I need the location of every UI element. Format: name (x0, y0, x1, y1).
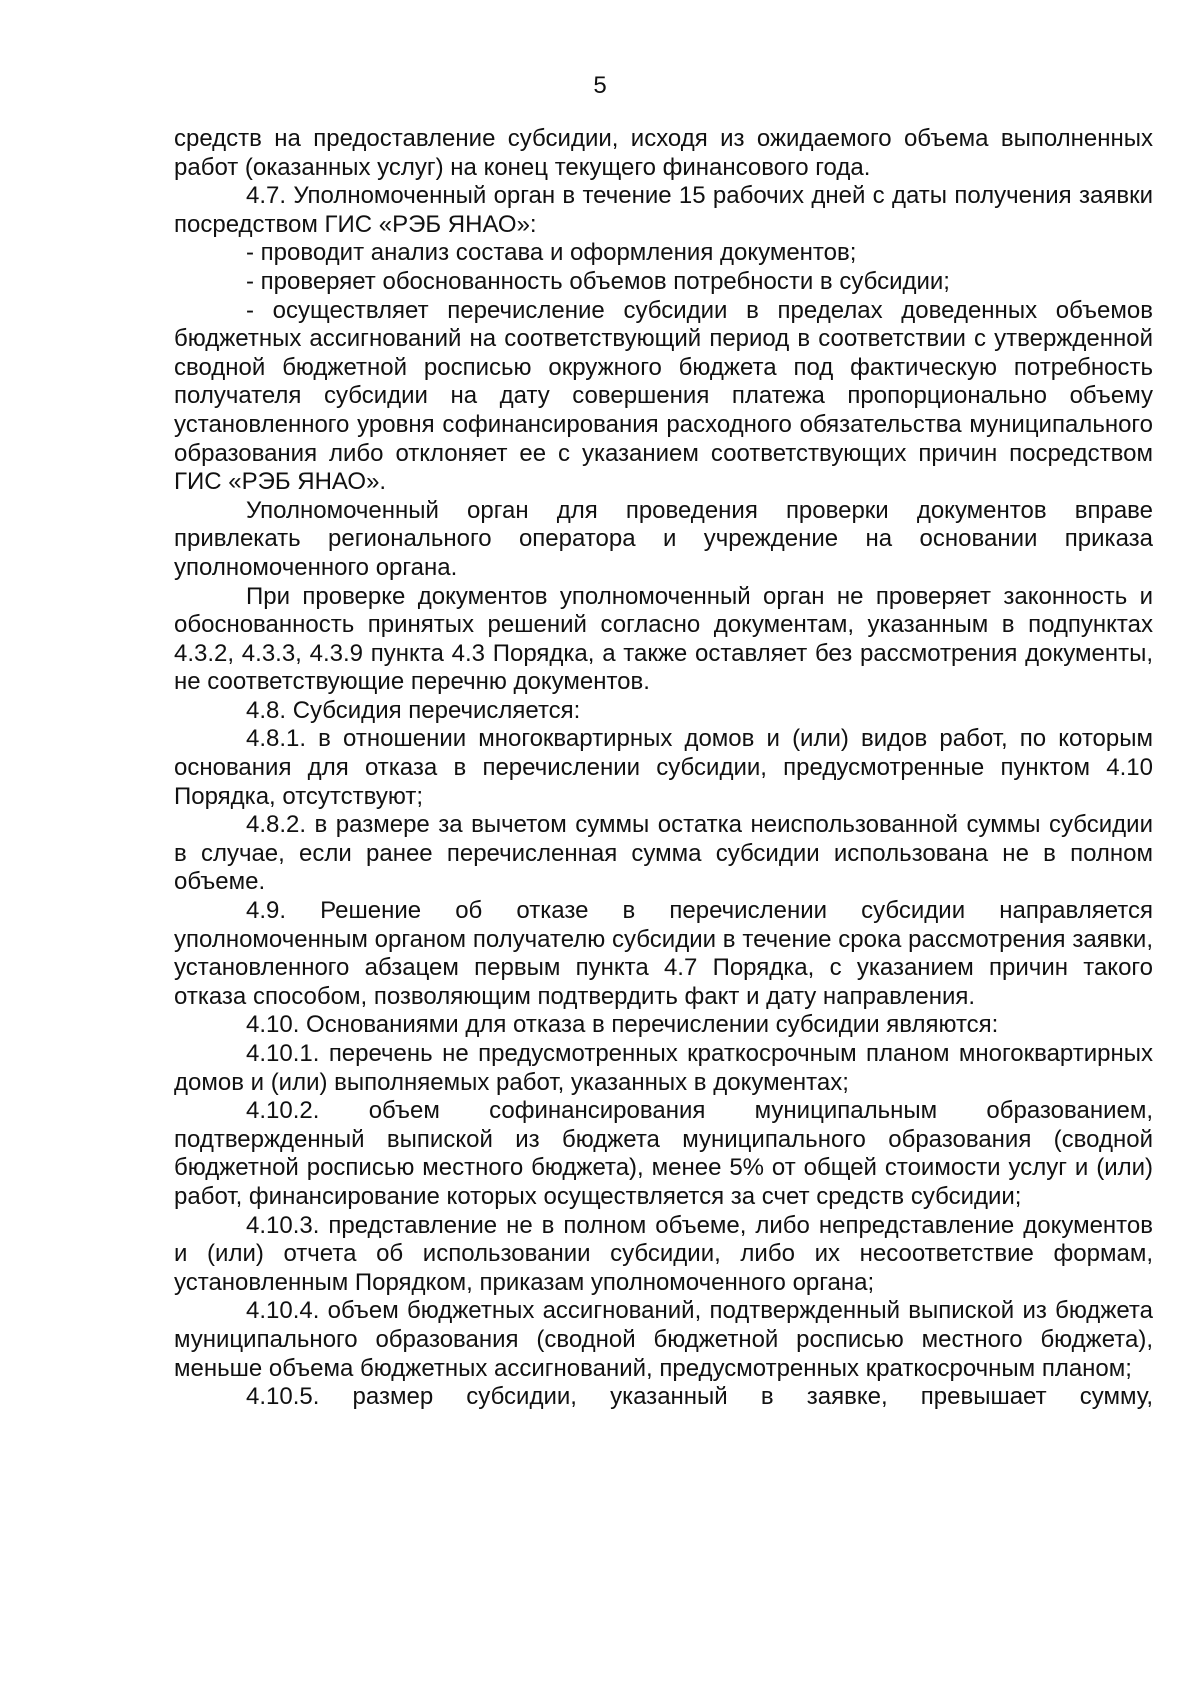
paragraph-4-10-4: 4.10.4. объем бюджетных ассигнований, подтвержденный выпиской из бюджета муниципального образования (сводной бюджетной росписью местного бюджета), меньше объема бюджетных ассигнований, предусмотренных краткосрочным планом; (174, 1297, 1153, 1382)
paragraph-4-7-item-3: - осуществляет перечисление субсидии в пределах доведенных объемов бюджетных ассигнований на соответствующий период в соответствии с утвержденной сводной бюджетной росписью окружного бюджета под фактическую потребность получателя субсидии на дату совершения платежа пропорционально объему установленного уровня софинансирования расходного обязательства муниципального образования либо отклоняет ее с указанием соответствующих причин посредством ГИС «РЭБ ЯНАО». (174, 296, 1153, 496)
paragraph-4-8: 4.8. Субсидия перечисляется: (246, 696, 581, 724)
paragraph-4-10-5: 4.10.5. размер субсидии, указанный в заявке, превышает сумму, (246, 1383, 1153, 1411)
paragraph-4-7-verification: Уполномоченный орган для проведения проверки документов вправе привлекать регионального оператора и учреждение на основании приказа уполномоченного органа. (174, 496, 1153, 581)
paragraph-4-10-1: 4.10.1. перечень не предусмотренных краткосрочным планом многоквартирных домов и (или) выполняемых работ, указанных в документах; (174, 1040, 1153, 1096)
document-body (174, 125, 1153, 1412)
paragraph-4-7-item-2: - проверяет обоснованность объемов потребности в субсидии; (246, 267, 950, 295)
paragraph-4-7: 4.7. Уполномоченный орган в течение 15 рабочих дней с даты получения заявки посредством ГИС «РЭБ ЯНАО»: (174, 182, 1153, 238)
paragraph-1: средств на предоставление субсидии, исходя из ожидаемого объема выполненных работ (оказанных услуг) на конец текущего финансового года. (174, 125, 1153, 181)
paragraph-4-9: 4.9. Решение об отказе в перечислении субсидии направляется уполномоченным органом получателю субсидии в течение срока рассмотрения заявки, установленного абзацем первым пункта 4.7 Порядка, с указанием причин такого отказа способом, позволяющим подтвердить факт и дату направления. (174, 897, 1153, 1010)
paragraph-4-10-2: 4.10.2. объем софинансирования муниципальным образованием, подтвержденный выпиской из бюджета муниципального образования (сводной бюджетной росписью местного бюджета), менее 5% от общей стоимости услуг и (или) работ, финансирование которых осуществляется за счет средств субсидии; (174, 1097, 1153, 1210)
paragraph-4-8-1: 4.8.1. в отношении многоквартирных домов и (или) видов работ, по которым основания для отказа в перечислении субсидии, предусмотренные пунктом 4.10 Порядка, отсутствуют; (174, 725, 1153, 810)
paragraph-4-7-item-1: - проводит анализ состава и оформления документов; (246, 239, 857, 267)
page-number: 5 (593, 72, 607, 99)
paragraph-4-8-2: 4.8.2. в размере за вычетом суммы остатка неиспользованной суммы субсидии в случае, если ранее перечисленная сумма субсидии использована не в полном объеме. (174, 811, 1153, 896)
paragraph-4-10-3: 4.10.3. представление не в полном объеме, либо непредставление документов и (или) отчета об использовании субсидии, либо их несоответствие формам, установленным Порядком, приказам уполномоченного органа; (174, 1211, 1153, 1296)
paragraph-4-10: 4.10. Основаниями для отказа в перечислении субсидии являются: (246, 1011, 999, 1039)
paragraph-4-7-check: При проверке документов уполномоченный орган не проверяет законность и обоснованность принятых решений согласно документам, указанным в подпунктах 4.3.2, 4.3.3, 4.3.9 пункта 4.3 Порядка, а также оставляет без рассмотрения документы, не соответствующие перечню документов. (174, 582, 1153, 696)
